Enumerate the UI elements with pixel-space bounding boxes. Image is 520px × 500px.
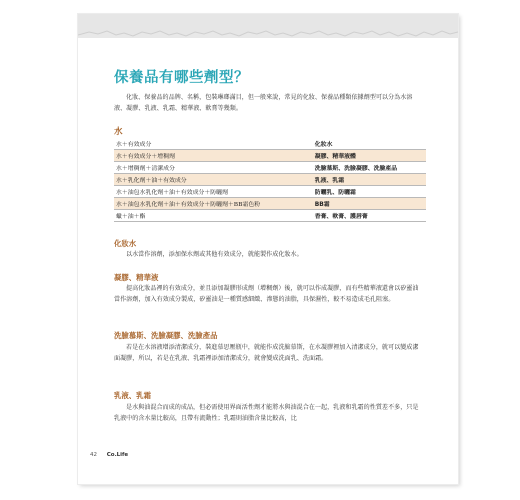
table-row: [114, 210, 426, 222]
table-cell-ingredients: 水＋油包水乳化劑＋油＋有效成分＋防曬劑＋BB霜色粉: [114, 198, 311, 210]
section-text-cleansers: 若是在水溶液增添清潔成分，裝進慕思壓瓶中，就能作成洗臉慕斯，在水凝膠裡加入清潔成分，就可以變成潔面凝膠，所以，若是在乳液、乳霜裡添加清潔成分，就會變成洗面乳、洗面霜。: [114, 344, 419, 362]
table-row: [114, 174, 426, 186]
table-cell-product: 乳液、乳霜: [311, 174, 426, 186]
table-cell-product: 凝膠、精華液體: [311, 150, 426, 162]
table-cell-ingredients: 水＋油包水乳化劑＋油＋有效成分＋防曬劑: [114, 186, 311, 198]
page-title: 保養品有哪些劑型？: [114, 70, 249, 86]
table-cell-ingredients: 水＋增稠劑＋清潔成分: [114, 162, 311, 174]
section-heading-gel-serum: 凝膠、精華液: [114, 273, 159, 282]
table-row: [114, 198, 426, 210]
page-footer: [90, 452, 128, 458]
table-cell-product: 洗臉慕斯、洗臉凝膠、洗臉產品: [311, 162, 426, 174]
section-heading-lotion-cream: 乳液、乳霜: [114, 391, 151, 400]
table-cell-ingredients: 水＋有效成分: [114, 138, 311, 150]
table-cell-product: BB霜: [311, 198, 426, 210]
table-cell-product: 防曬乳、防曬霜: [311, 186, 426, 198]
table-cell-ingredients: 水＋乳化劑＋油＋有效成分: [114, 174, 311, 186]
table-row: [114, 162, 426, 174]
book-page: [78, 14, 458, 484]
page-number: 42: [90, 452, 97, 458]
torn-paper-edge: [78, 14, 458, 38]
table-row: [114, 186, 426, 198]
intro-paragraph: 化妝、保養品的品牌、名稱，包裝琳瑯滿目，但一般來說，常見的化妝、保養品種類依據劑型可以分為水溶液、凝膠、乳液、乳霜、精華液、軟膏等幾類。: [114, 94, 413, 112]
water-heading: 水: [114, 127, 123, 137]
table-cell-product: 香膏、軟膏、護唇膏: [311, 210, 426, 222]
section-text-lotion-cream: 是水與油混合而成的成品，但必需使用界面活性劑才能將水與油混合在一起，乳液和乳霜的性質差不多，只是乳液中的含水量比較高，且帶有流動性；乳霜則油脂含量比較高，比: [114, 404, 419, 422]
table-cell-product: 化妝水: [311, 138, 426, 150]
table-cell-ingredients: 蠟＋油＋酯: [114, 210, 311, 222]
table-row: [114, 138, 426, 150]
formulation-table: [114, 138, 426, 222]
section-text-toner: 以水當作溶劑，添加保水劑或其他有效成分，就能製作成化妝水。: [126, 251, 303, 258]
table-cell-ingredients: 水＋有效成分＋增稠劑: [114, 150, 311, 162]
section-heading-cleansers: 洗臉慕斯、洗臉凝膠、洗臉產品: [114, 331, 218, 340]
section-heading-toner: 化妝水: [114, 239, 137, 248]
section-text-gel-serum: 提高化妝品裡的有效成分，並且添加凝膠形成劑（增稠劑）後，就可以作成凝膠，而有些精華液還會以矽靈油當作溶劑，加入有效成分製成，矽靈油是一種質感細緻、滲態的油脂，具保濕性，較不易造成毛孔阻塞。: [114, 285, 419, 303]
footer-brand: Co.Life: [106, 452, 129, 458]
table-row: [114, 150, 426, 162]
